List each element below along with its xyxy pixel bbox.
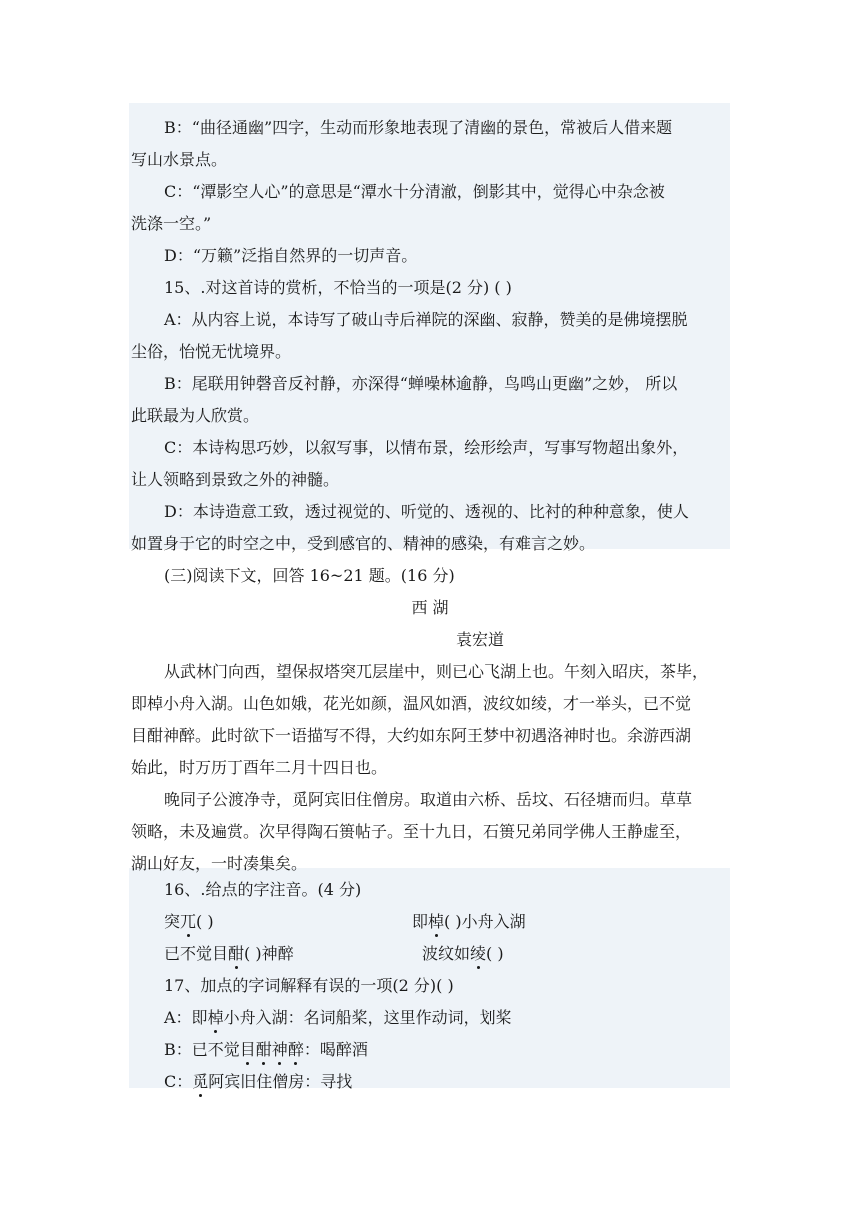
q17-option-a-post: 小舟入湖：名词船桨，这里作动词，划桨: [223, 1008, 512, 1027]
q16-item-3: [164, 944, 294, 964]
q15-option-c-line2: 让人领略到景致之外的神髓。: [131, 470, 340, 489]
q16-item-2-blank: ( )小舟入湖: [444, 912, 526, 931]
q14-option-b-line2: 写山水景点。: [131, 150, 228, 169]
q15-option-a-line1: A：从内容上说，本诗写了破山寺后禅院的深幽、寂静，赞美的是佛境摆脱: [164, 310, 688, 329]
q17-option-b-post: ：喝醉酒: [303, 1040, 368, 1059]
q17-option-a-dotted-char: 棹: [207, 1008, 224, 1027]
q14-option-d: D：“万籁”泛指自然界的一切声音。: [164, 246, 418, 265]
q17-option-c-dotted-char: 觅: [192, 1072, 209, 1091]
q16-item-2-pre: 即: [412, 912, 429, 931]
q17-option-a-pre: A：即: [164, 1008, 208, 1027]
q16-item-2: [412, 912, 526, 932]
q15-option-a-line2: 尘俗，怡悦无忧境界。: [131, 342, 292, 361]
q16-item-1: [164, 912, 214, 932]
q15-option-b-line1: B：尾联用钟磬音反衬静，亦深得“蝉噪林逾静，鸟鸣山更幽”之妙， 所以: [164, 374, 678, 393]
q17-option-c-post: 阿宾旧住僧房：寻找: [208, 1072, 353, 1091]
q17-stem: 17、加点的字词解释有误的一项(2 分)( ): [164, 976, 454, 995]
passage-p1-line4: 始此，时万历丁酉年二月十四日也。: [131, 758, 388, 777]
q15-stem: 15、.对这首诗的赏析，不恰当的一项是(2 分) ( ): [164, 278, 512, 297]
q16-item-1-dotted-char: 兀: [180, 912, 197, 931]
q17-option-a: [164, 1008, 512, 1028]
q15-option-d-line1: D：本诗造意工致，透过视觉的、听觉的、透视的、比衬的种种意象，使人: [164, 502, 689, 521]
q16-item-3-pre: 已不觉目: [164, 944, 229, 963]
q16-item-1-pre: 突: [164, 912, 181, 931]
passage-title: 西 湖: [411, 598, 449, 617]
passage-p1-line1: 从武林门向西，望保叔塔突兀层崖中，则已心飞湖上也。午刻入昭庆，茶毕，: [164, 662, 709, 681]
section-heading: (三)阅读下文，回答 16~21 题。(16 分): [164, 566, 455, 585]
q16-item-1-blank: ( ): [196, 912, 214, 931]
q17-option-b-pre: B：已不觉: [164, 1040, 240, 1059]
passage-p2-line1: 晚同子公渡净寺，觅阿宾旧住僧房。取道由六桥、岳坟、石径塘而归。草草: [164, 790, 693, 809]
q17-option-b-dotted-char-2: 酣: [255, 1040, 272, 1059]
q16-item-3-dotted-char: 酣: [228, 944, 245, 963]
q16-item-4-blank: ( ): [486, 944, 504, 963]
passage-p1-line2: 即棹小舟入湖。山色如娥，花光如颜，温风如酒，波纹如绫，才一举头，已不觉: [131, 694, 692, 713]
q16-item-4: [422, 944, 504, 964]
q15-option-c-line1: C：本诗构思巧妙，以叙写事，以情布景，绘形绘声，写事写物超出象外，: [164, 438, 689, 457]
q17-option-b-dotted-char-1: 目: [239, 1040, 256, 1059]
q17-option-b-dotted-char-4: 醉: [287, 1040, 304, 1059]
q17-option-c-pre: C：: [164, 1072, 193, 1091]
passage-author: 袁宏道: [455, 630, 504, 649]
q14-option-c-line1: C：“潭影空人心”的意思是“潭水十分清澈，倒影其中，觉得心中杂念被: [164, 182, 665, 201]
q15-option-b-line2: 此联最为人欣赏。: [131, 406, 260, 425]
q16-item-3-blank: ( )神醉: [244, 944, 294, 963]
passage-p2-line3: 湖山好友，一时凑集矣。: [131, 854, 308, 873]
q16-stem: 16、.给点的字注音。(4 分): [164, 880, 362, 899]
q16-item-2-dotted-char: 棹: [428, 912, 445, 931]
q14-option-b-line1: B：“曲径通幽”四字，生动而形象地表现了清幽的景色，常被后人借来题: [164, 118, 673, 137]
q16-item-4-dotted-char: 绫: [470, 944, 487, 963]
q15-option-d-line2: 如置身于它的时空之中，受到感官的、精神的感染，有难言之妙。: [131, 534, 596, 553]
q17-option-c: [164, 1072, 352, 1092]
passage-p2-line2: 领略，未及遍赏。次早得陶石篑帖子。至十九日，石篑兄弟同学佛人王静虚至，: [131, 822, 692, 841]
passage-p1-line3: 目酣神醉。此时欲下一语描写不得，大约如东阿王梦中初遇洛神时也。余游西湖: [131, 726, 692, 745]
q17-option-b: [164, 1040, 368, 1060]
q14-option-c-line2: 洗涤一空。”: [131, 214, 212, 233]
q17-option-b-dotted-char-3: 神: [271, 1040, 288, 1059]
q16-item-4-pre: 波纹如: [422, 944, 471, 963]
